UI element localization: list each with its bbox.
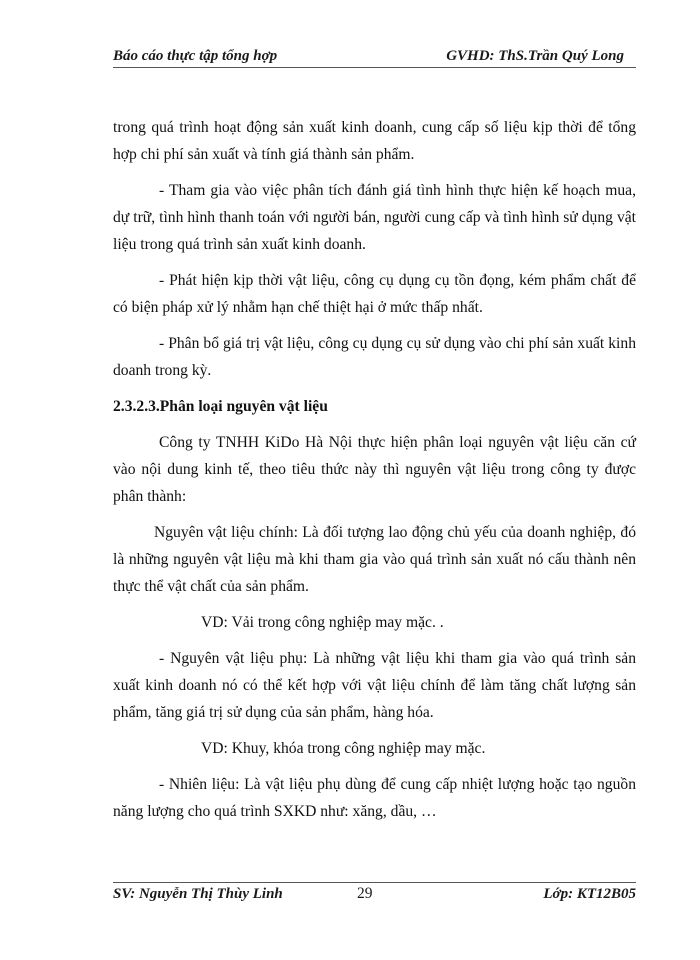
page-footer — [113, 882, 636, 905]
page-body — [113, 114, 636, 834]
page-number: 29 — [357, 885, 373, 902]
paragraph-task-analysis: - Tham gia vào việc phân tích đánh giá tình hình thực hiện kế hoạch mua, dự trữ, tình hình thanh toán với người bán, người cung cấp và tình hình sử dụng vật liệu trong quá trình sản xuất kinh doanh. — [113, 182, 636, 253]
page-header — [113, 46, 636, 68]
paragraph-task-allocate: - Phân bổ giá trị vật liệu, công cụ dụng cụ sử dụng vào chi phí sản xuất kinh doanh trong kỳ. — [113, 335, 636, 379]
footer-student-name: SV: Nguyễn Thị Thùy Linh — [113, 886, 283, 902]
paragraph-task-detect: - Phát hiện kịp thời vật liệu, công cụ dụng cụ tồn đọng, kém phẩm chất để có biện pháp xử lý nhằm hạn chế thiệt hại ở mức thấp nhất. — [113, 272, 636, 316]
paragraph-auxiliary-materials: - Nguyên vật liệu phụ: Là những vật liệu khi tham gia vào quá trình sản xuất kinh doanh nó có thể kết hợp với vật liệu chính để làm tăng chất lượng sản phẩm, tăng giá trị sử dụng của sản phẩm, hàng hóa. — [113, 650, 636, 721]
paragraph-classification-intro: Công ty TNHH KiDo Hà Nội thực hiện phân loại nguyên vật liệu căn cứ vào nội dung kinh tế, theo tiêu thức này thì nguyên vật liệu trong công ty được phân thành: — [113, 434, 636, 505]
header-report-title: Báo cáo thực tập tổng hợp — [113, 48, 278, 64]
paragraph-main-materials: Nguyên vật liệu chính: Là đối tượng lao động chủ yếu của doanh nghiệp, đó là những nguyên vật liệu mà khi tham gia vào quá trình sản xuất nó cấu thành nên thực thể vật chất của sản phẩm. — [113, 524, 636, 595]
example-auxiliary-materials: VD: Khuy, khóa trong công nghiệp may mặc. — [201, 740, 486, 757]
example-main-materials: VD: Vải trong công nghiệp may mặc. . — [201, 614, 444, 631]
section-heading: 2.3.2.3.Phân loại nguyên vật liệu — [113, 398, 328, 415]
paragraph-fuel: - Nhiên liệu: Là vật liệu phụ dùng để cung cấp nhiệt lượng hoặc tạo nguồn năng lượng cho quá trình SXKD như: xăng, dầu, … — [113, 776, 636, 820]
header-supervisor: GVHD: ThS.Trần Quý Long — [446, 48, 624, 64]
footer-class: Lớp: KT12B05 — [543, 886, 636, 902]
paragraph-continuation: trong quá trình hoạt động sản xuất kinh doanh, cung cấp số liệu kịp thời để tổng hợp chi phí sản xuất và tính giá thành sản phẩm. — [113, 119, 636, 163]
